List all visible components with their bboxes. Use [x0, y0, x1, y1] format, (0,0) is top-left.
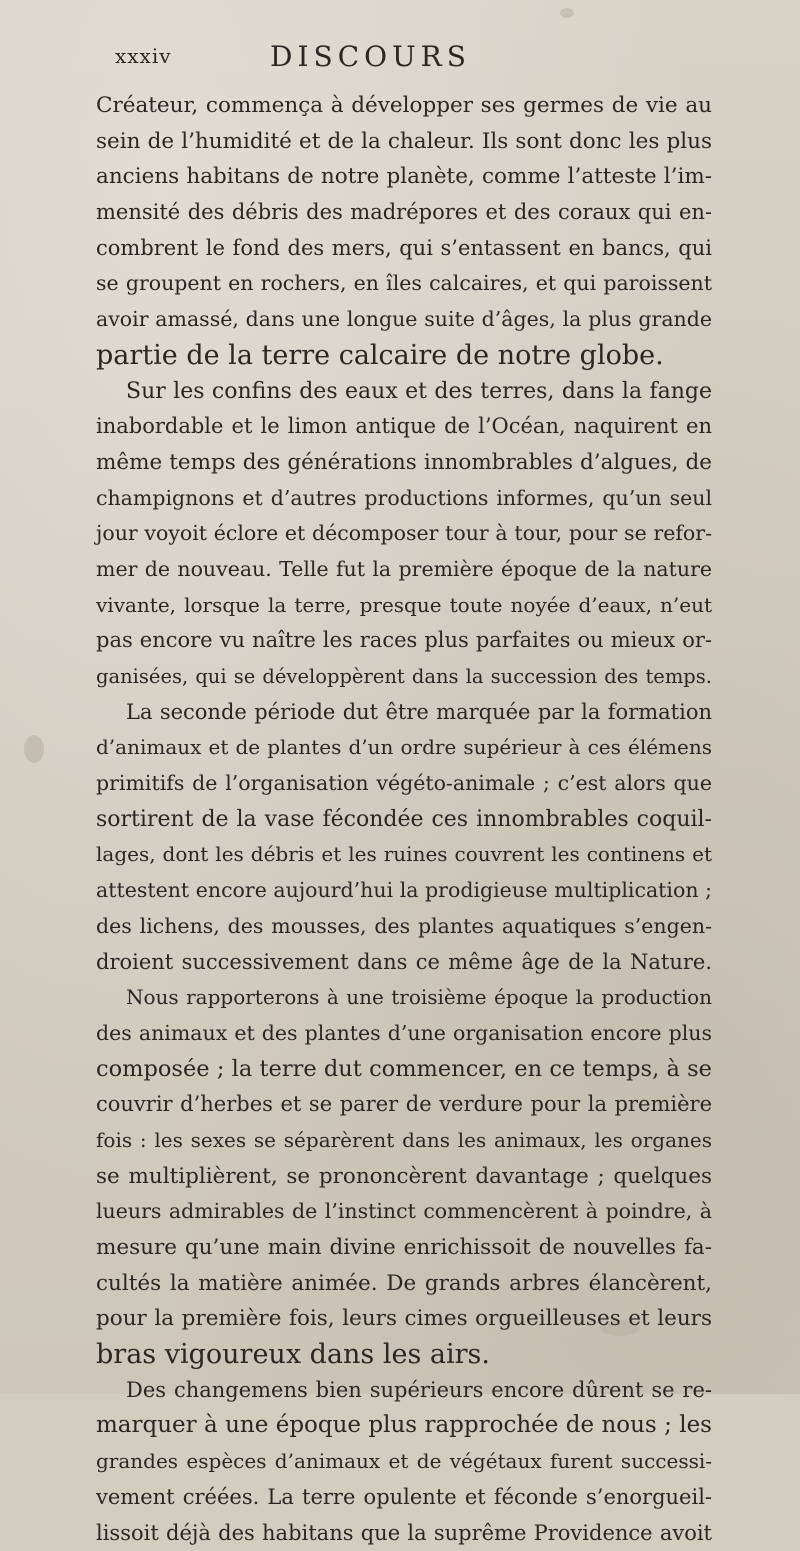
- running-title: DISCOURS: [270, 40, 471, 73]
- text-line: mesure qu’une main divine enrichissoit de nouvelles fa-: [96, 1230, 712, 1266]
- text-line: fois : les sexes se séparèrent dans les animaux, les organes: [96, 1123, 712, 1159]
- body-text: [96, 88, 712, 1551]
- text-line: anciens habitans de notre planète, comme l’atteste l’im-: [96, 159, 712, 195]
- text-line: lages, dont les débris et les ruines couvrent les continens et: [96, 837, 712, 873]
- text-line: vement créées. La terre opulente et féconde s’enorgueil-: [96, 1480, 712, 1516]
- text-line: champignons et d’autres productions informes, qu’un seul: [96, 481, 712, 517]
- text-line: bras vigoureux dans les airs.: [96, 1337, 712, 1373]
- text-line: partie de la terre calcaire de notre globe.: [96, 338, 712, 374]
- text-line: jour voyoit éclore et décomposer tour à tour, pour se refor-: [96, 516, 712, 552]
- text-line: couvrir d’herbes et se parer de verdure pour la première: [96, 1087, 712, 1123]
- text-line: vivante, lorsque la terre, presque toute noyée d’eaux, n’eut: [96, 588, 712, 624]
- text-line: cultés la matière animée. De grands arbres élancèrent,: [96, 1266, 712, 1302]
- text-line: ganisées, qui se développèrent dans la succession des temps.: [96, 659, 712, 695]
- text-line: sein de l’humidité et de la chaleur. Ils sont donc les plus: [96, 124, 712, 160]
- text-line: marquer à une époque plus rapprochée de nous ; les: [96, 1408, 712, 1444]
- text-line: droient successivement dans ce même âge de la Nature.: [96, 945, 712, 981]
- text-line: lueurs admirables de l’instinct commencèrent à poindre, à: [96, 1194, 712, 1230]
- text-line: se multiplièrent, se prononcèrent davantage ; quelques: [96, 1159, 712, 1195]
- text-line: primitifs de l’organisation végéto-animale ; c’est alors que: [96, 766, 712, 802]
- page-number: xxxiv: [115, 44, 172, 68]
- text-line: mer de nouveau. Telle fut la première époque de la nature: [96, 552, 712, 588]
- text-line: se groupent en rochers, en îles calcaires, et qui paroissent: [96, 266, 712, 302]
- paper-stain: [24, 735, 44, 763]
- text-line: pour la première fois, leurs cimes orgueilleuses et leurs: [96, 1301, 712, 1337]
- text-line: Sur les confins des eaux et des terres, dans la fange: [96, 374, 712, 410]
- text-line: même temps des générations innombrables d’algues, de: [96, 445, 712, 481]
- text-line: avoir amassé, dans une longue suite d’âges, la plus grande: [96, 302, 712, 338]
- paper-stain: [560, 8, 574, 18]
- text-line: des animaux et des plantes d’une organisation encore plus: [96, 1016, 712, 1052]
- text-line: La seconde période dut être marquée par la formation: [96, 695, 712, 731]
- text-line: sortirent de la vase fécondée ces innombrables coquil-: [96, 802, 712, 838]
- text-line: d’animaux et de plantes d’un ordre supérieur à ces élémens: [96, 730, 712, 766]
- text-line: grandes espèces d’animaux et de végétaux furent successi-: [96, 1444, 712, 1480]
- text-line: pas encore vu naître les races plus parfaites ou mieux or-: [96, 623, 712, 659]
- text-line: attestent encore aujourd’hui la prodigieuse multiplication ;: [96, 873, 712, 909]
- text-line: Des changemens bien supérieurs encore dûrent se re-: [96, 1373, 712, 1409]
- text-line: Nous rapporterons à une troisième époque la production: [96, 980, 712, 1016]
- text-line: mensité des débris des madrépores et des coraux qui en-: [96, 195, 712, 231]
- running-head: [115, 44, 675, 74]
- text-line: composée ; la terre dut commencer, en ce temps, à se: [96, 1052, 712, 1088]
- text-line: inabordable et le limon antique de l’Océan, naquirent en: [96, 409, 712, 445]
- text-line: Créateur, commença à développer ses germes de vie au: [96, 88, 712, 124]
- text-line: lissoit déjà des habitans que la suprême Providence avoit: [96, 1516, 712, 1551]
- text-line: des lichens, des mousses, des plantes aquatiques s’engen-: [96, 909, 712, 945]
- text-line: combrent le fond des mers, qui s’entassent en bancs, qui: [96, 231, 712, 267]
